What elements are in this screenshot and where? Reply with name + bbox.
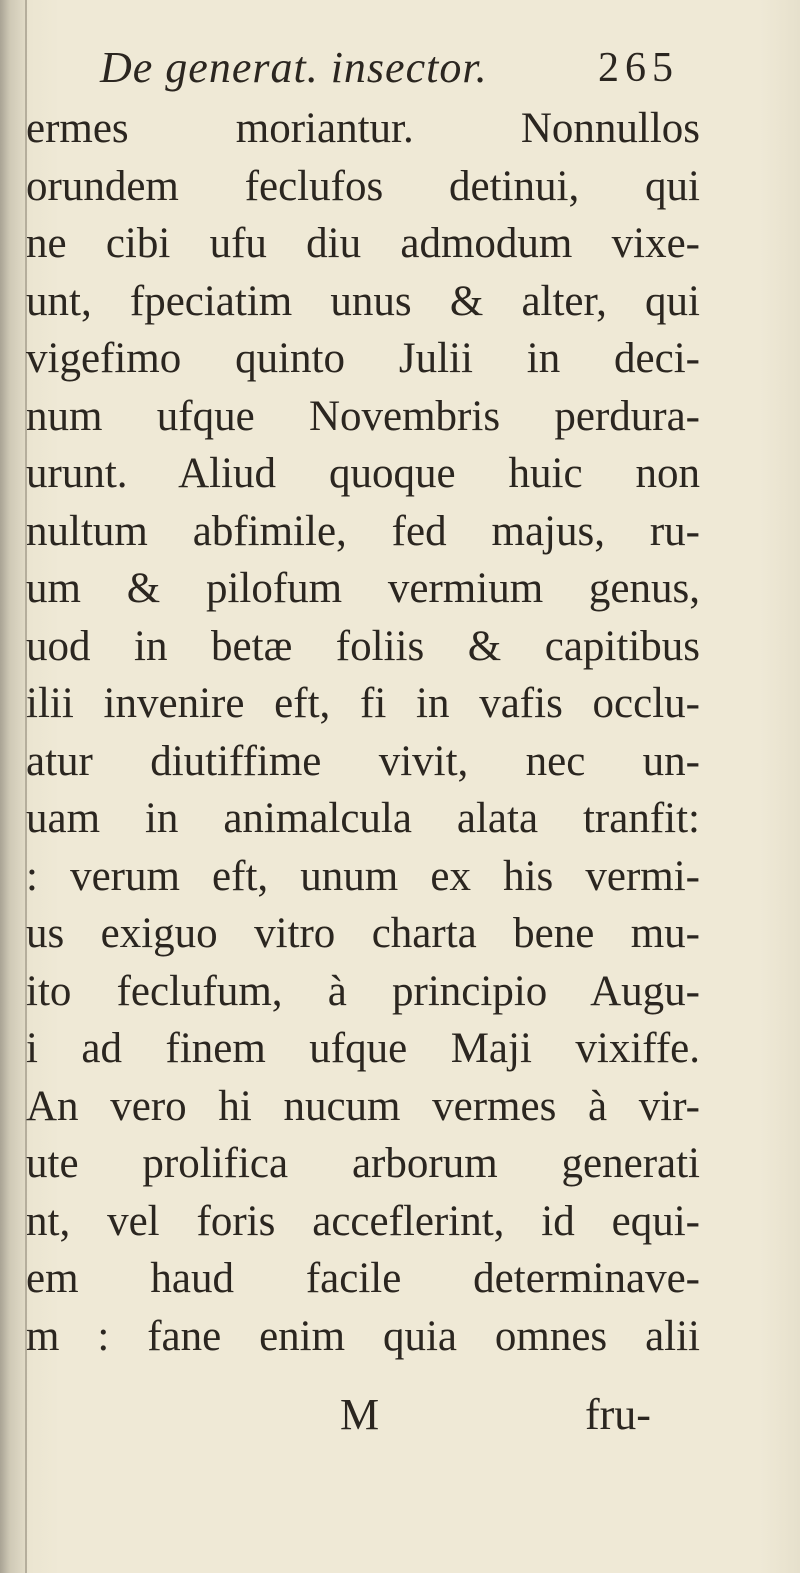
text-line: i ad finem ufque Maji vixiffe.: [26, 1025, 700, 1072]
page-gutter: [0, 0, 26, 1573]
text-line: : verum eft, unum ex his vermi-: [26, 852, 700, 900]
running-head: De generat. insector.: [100, 43, 488, 92]
text-line: vigefimo quinto Julii in deci-: [26, 335, 700, 382]
text-line: nt, vel foris acceflerint, id equi-: [26, 1197, 700, 1245]
text-line: unt, fpeciatim unus & alter, qui: [26, 277, 700, 325]
body-text: [26, 100, 786, 1365]
text-line: orundem feclufos detinui, qui: [26, 162, 700, 210]
text-line: ilii invenire eft, fi in vafis occlu-: [26, 680, 700, 727]
text-line: um & pilofum vermium genus,: [26, 565, 700, 612]
text-line: atur diutiffime vivit, nec un-: [26, 737, 700, 785]
page-footer: [0, 1385, 800, 1445]
text-line: uod in betæ foliis & capitibus: [26, 622, 700, 670]
page-header: [0, 38, 800, 98]
text-line: ute prolifica arborum generati: [26, 1140, 700, 1187]
text-line: nultum abfimile, fed majus, ru-: [26, 507, 700, 555]
text-line: ne cibi ufu diu admodum vixe-: [26, 220, 700, 267]
text-line: em haud facile determinave-: [26, 1255, 700, 1302]
catchword: fru-: [585, 1390, 651, 1439]
text-line: m : fane enim quia omnes alii: [26, 1312, 700, 1360]
text-line: urunt. Aliud quoque huic non: [26, 450, 700, 497]
text-line: ermes moriantur. Nonnullos: [26, 105, 700, 152]
text-line: num ufque Novembris perdura-: [26, 392, 700, 440]
page-number: 265: [598, 45, 679, 91]
text-line: uam in animalcula alata tranfit:: [26, 795, 700, 842]
signature-mark: M: [340, 1390, 380, 1439]
text-line: us exiguo vitro charta bene mu-: [26, 910, 700, 957]
text-line: An vero hi nucum vermes à vir-: [26, 1082, 700, 1130]
text-line: ito feclufum, à principio Augu-: [26, 967, 700, 1015]
